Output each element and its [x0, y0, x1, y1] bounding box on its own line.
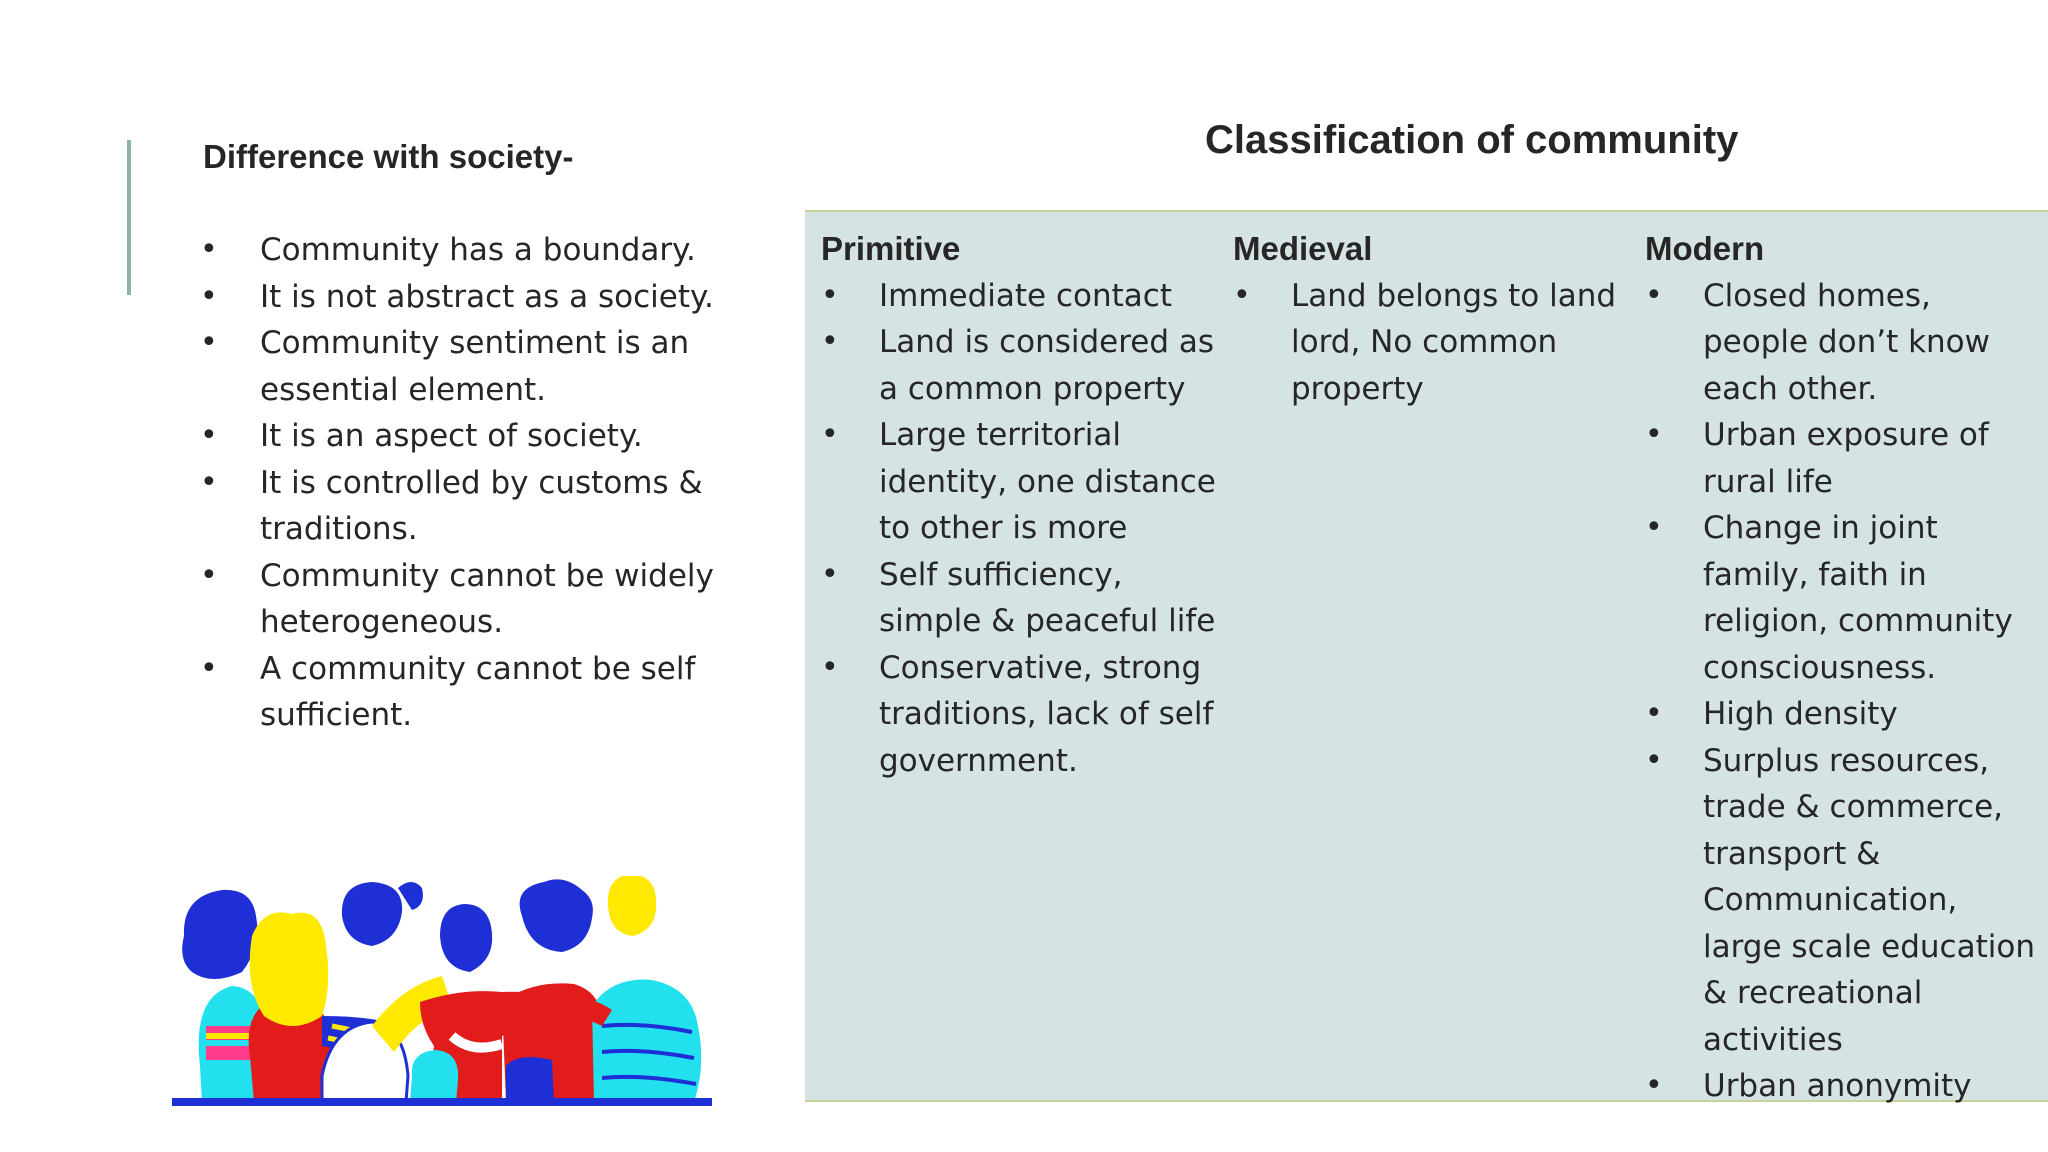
list-item: • Large territorial identity, one distance to other is more — [821, 412, 1221, 552]
classification-table — [805, 210, 2048, 1102]
list-item: • Urban anonymity — [1645, 1063, 2045, 1110]
list-item: • It is an aspect of society. — [200, 413, 760, 460]
table-title: Classification of community — [1205, 118, 1739, 162]
list-item: • It is controlled by customs & traditions. — [200, 460, 760, 553]
column-heading: Modern — [1645, 230, 1765, 267]
list-item: • Community cannot be widely heterogeneous. — [200, 553, 760, 646]
list-item: • Land belongs to land lord, No common property — [1233, 273, 1633, 413]
list-item: • Change in joint family, faith in religion, community consciousness. — [1645, 505, 2045, 691]
left-heading: Difference with society- — [203, 138, 574, 175]
list-item: • Land is considered as a common property — [821, 319, 1221, 412]
column-medieval — [1233, 226, 1633, 412]
accent-line — [127, 140, 131, 295]
list-item: • Immediate contact — [821, 273, 1221, 320]
column-modern — [1645, 226, 2045, 1110]
list-item: • Self sufficiency, simple & peaceful life — [821, 552, 1221, 645]
column-heading: Medieval — [1233, 230, 1373, 267]
people-hugging-illustration — [172, 876, 732, 1106]
column-heading: Primitive — [821, 230, 961, 267]
list-item: • A community cannot be self sufficient. — [200, 646, 760, 739]
list-item: • Community sentiment is an essential element. — [200, 320, 760, 413]
list-item: • It is not abstract as a society. — [200, 274, 760, 321]
list-item: • Closed homes, people don’t know each other. — [1645, 273, 2045, 413]
list-item: • Urban exposure of rural life — [1645, 412, 2045, 505]
difference-list — [200, 227, 760, 739]
list-item: • Surplus resources, trade & commerce, transport & Communication, large scale education & recreational activities — [1645, 738, 2045, 1064]
list-item: • High density — [1645, 691, 2045, 738]
column-primitive — [821, 226, 1221, 784]
list-item: • Community has a boundary. — [200, 227, 760, 274]
list-item: • Conservative, strong traditions, lack of self government. — [821, 645, 1221, 785]
